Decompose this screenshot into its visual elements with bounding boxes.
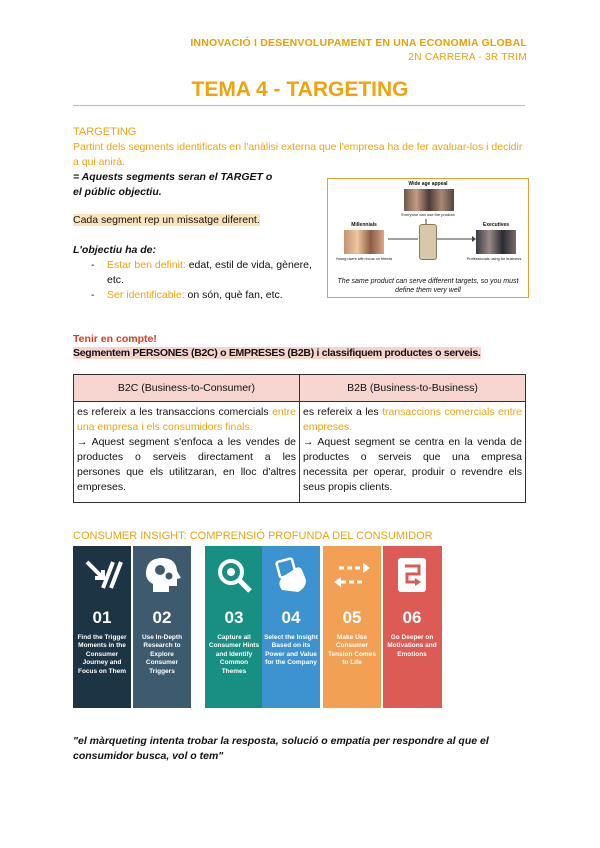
table-header-b2b: B2B (Business-to-Business): [300, 375, 526, 402]
phone-icon: [419, 224, 437, 260]
step-number: 02: [152, 608, 172, 627]
step-label: Go Deeper on Motivations and Emotions: [387, 634, 437, 658]
step-number: 06: [402, 608, 422, 627]
note-text: Segmentem PERSONES (B2C) o EMPRESES (B2B) i classifiquem productes o serveis.: [73, 347, 481, 359]
targeting-figure: [327, 178, 529, 298]
course-subtitle: 2N CARRERA - 3R TRIM: [408, 52, 527, 63]
step-number: 01: [92, 608, 112, 627]
figure-right-label: Executives: [482, 222, 510, 228]
step-number: 03: [224, 608, 244, 627]
list-item: - Ser identificable: on són, què fan, etc.: [83, 288, 315, 303]
list-item: - Estar ben definit: edat, estil de vida, gènere, etc.: [83, 258, 315, 288]
step-label: Capture all Consumer Hints and Identify Common Themes: [208, 634, 260, 675]
note-heading: Tenir en compte!: [73, 333, 157, 345]
step-number: 05: [342, 608, 362, 627]
insight-step-3: [205, 546, 263, 708]
hand-select-icon: [262, 546, 320, 604]
objective-list: [83, 258, 315, 303]
targeting-intro: Partint dels segments identificats en l'anàlisi externa que l'empresa ha de fer avaluar-los i decidir a qui anirà.: [73, 141, 523, 168]
executives-photo: [476, 230, 516, 254]
motivation-icon: [383, 546, 441, 604]
trigger-icon: [73, 546, 131, 604]
targeting-heading: TARGETING: [73, 126, 137, 138]
step-label: Find the Trigger Moments in the Consumer Journey and Focus on Them: [77, 634, 127, 675]
table-cell-b2c: es refereix a les transaccions comercials entre una empresa i els consumidors finals. → Aquest segment s'enfoca a les vendes de productes o serveis directament a les persones que els utilitzaran, en lloc d'altres empreses.: [74, 402, 300, 503]
page-title: TEMA 4 - TARGETING: [191, 78, 409, 101]
table-header-b2c: B2C (Business-to-Consumer): [74, 375, 300, 402]
figure-caption: The same product can serve different targets, so you must define them very well: [337, 278, 519, 294]
step-label: Use In-Depth Research to Explore Consumer Triggers: [141, 634, 183, 675]
insight-step-1: [73, 546, 131, 708]
insight-step-4: [262, 546, 320, 708]
tension-arrows-icon: [323, 546, 381, 604]
target-definition-line2: el públic objectiu.: [73, 186, 162, 198]
course-title: INNOVACIÓ I DESENVOLUPAMENT EN UNA ECONOMIA GLOBAL: [190, 37, 527, 49]
figure-top-label: Wide age appeal: [408, 181, 448, 187]
closing-quote: "el màrqueting intenta trobar la resposta, solució o empatia per respondre al que el consumidor busca, vol o tem": [73, 735, 489, 762]
b2c-b2b-table: [73, 374, 526, 503]
insight-step-5: [323, 546, 381, 708]
head-gears-icon: [133, 546, 191, 604]
step-number: 04: [281, 608, 301, 627]
figure-left-sub: Young users with focus on friends: [335, 257, 393, 261]
figure-left-label: Millennials: [351, 222, 377, 228]
magnifier-icon: [205, 546, 263, 604]
step-label: Select the Insight Based on its Power and Value for the Company: [264, 634, 318, 667]
table-cell-b2b: es refereix a les transaccions comercials entre empreses. → Aquest segment se centra en la venda de productes o serveis que una empresa necessita per operar, produir o revendre els seus propis clients.: [300, 402, 526, 503]
figure-right-sub: Professionals using for business: [466, 257, 522, 261]
objective-heading: L'objectiu ha de:: [73, 244, 157, 256]
step-label: Make Use Consumer Tension Comes to Life: [328, 634, 376, 667]
millennials-photo: [344, 230, 384, 254]
insight-step-2: [133, 546, 191, 708]
insight-step-6: [383, 546, 442, 708]
title-divider: [73, 105, 525, 106]
target-definition-line1: = Aquests segments seran el TARGET o: [73, 171, 273, 183]
crowd-photo: [404, 189, 454, 211]
segment-message: Cada segment rep un missatge diferent.: [73, 214, 260, 226]
figure-top-sub: Everyone can use the product: [401, 212, 455, 217]
insight-heading: CONSUMER INSIGHT: COMPRENSIÓ PROFUNDA DEL CONSUMIDOR: [73, 530, 433, 542]
